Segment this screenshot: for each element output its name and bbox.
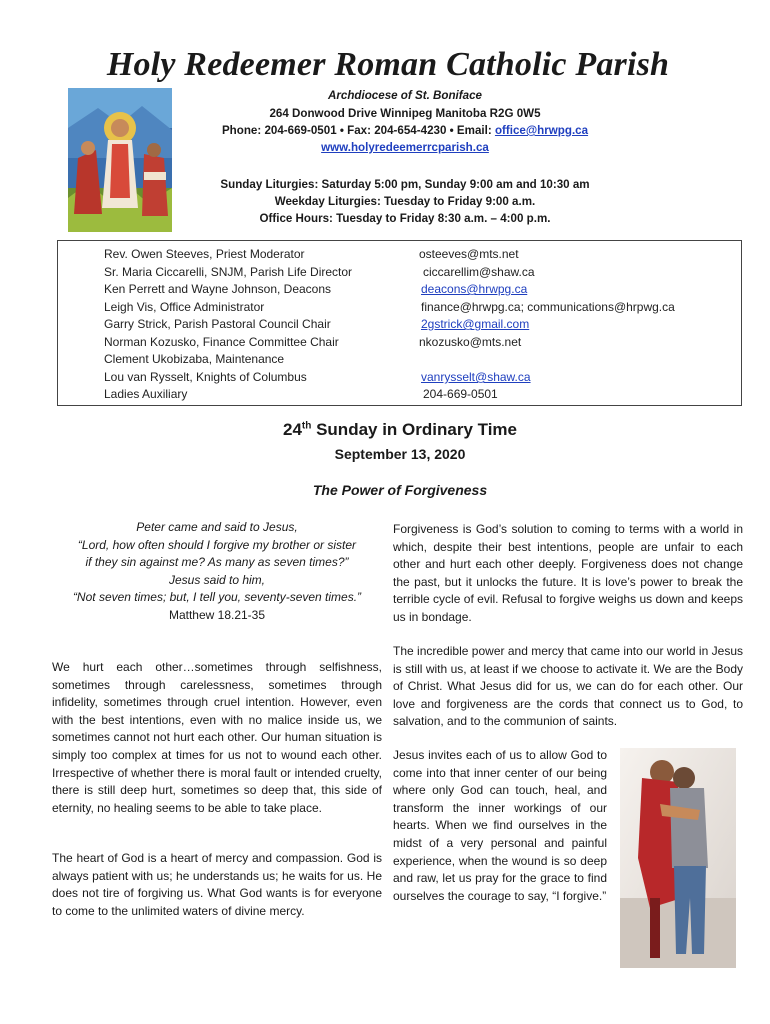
archdiocese: Archdiocese of St. Boniface bbox=[328, 89, 482, 102]
staff-name: Ladies Auxiliary bbox=[104, 387, 188, 401]
deacons-email-link[interactable]: deacons@hrwpg.ca bbox=[421, 282, 528, 296]
parish-title: Holy Redeemer Roman Catholic Parish bbox=[106, 46, 670, 83]
staff-contact: finance@hrwpg.ca; communications@hrpwg.ca bbox=[421, 300, 675, 314]
bulletin-date: September 13, 2020 bbox=[334, 446, 466, 462]
sunday-liturgies: Sunday Liturgies: Saturday 5:00 pm, Sunday 9:00 am and 10:30 am bbox=[220, 178, 590, 191]
office-hours: Office Hours: Tuesday to Friday 8:30 a.m. – 4:00 p.m. bbox=[259, 212, 551, 225]
staff-contact: nkozusko@mts.net bbox=[419, 335, 522, 349]
scripture-reference: Matthew 18.21-35 bbox=[168, 607, 266, 622]
staff-contact: ciccarellim@shaw.ca bbox=[423, 265, 535, 279]
website-link[interactable]: www.holyredeemerrcparish.ca bbox=[321, 141, 489, 154]
staff-contact: 204-669-0501 bbox=[423, 387, 498, 401]
paragraph: The incredible power and mercy that came into our world in Jesus is still with us, at least if we choose to activate it. We are the Body of Christ. What Jesus did for us, we can do for each other. Our love and forgiveness are the cords that connect us to God, to salvation, and to the communion of saints. bbox=[393, 644, 743, 729]
sunday-title: 24th Sunday in Ordinary Time bbox=[282, 420, 517, 439]
paragraph: The heart of God is a heart of mercy and compassion. God is always patient with us; he understands us; he waits for us. He does not tire of forgiving us. What God wants is for everyone to come to the unlimited waters of divine mercy. bbox=[52, 851, 382, 918]
contact-line bbox=[190, 124, 620, 137]
staff-name: Clement Ukobizaba, Maintenance bbox=[104, 352, 285, 366]
scripture-quote: Peter came and said to Jesus, “Lord, how often should I forgive my brother or sister if they sin against me? As many as seven times?” Jesus said to him, “Not seven times; but, I tell you, seventy-seven times.” Matthew 18.21-35 bbox=[52, 519, 382, 625]
paragraph: Forgiveness is God’s solution to coming to terms with a world in which, despite their best intentions, people are unfair to each other and hurt each other deeply. Forgiveness does not change the past, but it unlocks the future. It is love’s power to break the terrible cycle of evil. Refusal to forgive weighs us down and keeps us in bondage. bbox=[393, 522, 743, 624]
office-email-link[interactable]: office@hrwpg.ca bbox=[494, 124, 589, 137]
staff-name: Rev. Owen Steeves, Priest Moderator bbox=[104, 247, 305, 261]
staff-name: Garry Strick, Parish Pastoral Council Chair bbox=[104, 317, 331, 331]
website-line bbox=[190, 141, 620, 154]
weekday-liturgies: Weekday Liturgies: Tuesday to Friday 9:00 a.m. bbox=[274, 195, 536, 208]
staff-name: Ken Perrett and Wayne Johnson, Deacons bbox=[104, 282, 332, 296]
staff-name: Sr. Maria Ciccarelli, SNJM, Parish Life Director bbox=[104, 265, 353, 279]
staff-name: Leigh Vis, Office Administrator bbox=[104, 300, 265, 314]
embrace-image bbox=[620, 748, 736, 968]
staff-contact: osteeves@mts.net bbox=[419, 247, 519, 261]
staff-name: Lou van Rysselt, Knights of Columbus bbox=[104, 370, 307, 384]
paragraph: We hurt each other…sometimes through selfishness, sometimes through carelessness, sometimes through infidelity, sometimes through cruel intention. However, even with the best intentions, even with no malice inside us, we sometimes cannot not hurt each other. Our human situation is simply too complex at times for us not to wound each other. Irrespective of whether there is moral fault or intended cruelty, there is still deep hurt, sometimes so deep that, this side of eternity, no healing seems to be able to take place. bbox=[52, 660, 382, 815]
knights-email-link[interactable]: vanrysselt@shaw.ca bbox=[421, 370, 531, 384]
pastoral-chair-email-link[interactable]: 2gstrick@gmail.com bbox=[421, 317, 530, 331]
address: 264 Donwood Drive Winnipeg Manitoba R2G 0W5 bbox=[269, 107, 541, 120]
staff-name: Norman Kozusko, Finance Committee Chair bbox=[104, 335, 339, 349]
reflection-title: The Power of Forgiveness bbox=[312, 482, 488, 498]
contact-prefix: Phone: 204-669-0501 • Fax: 204-654-4230 • Email: bbox=[221, 124, 495, 137]
stained-glass-image bbox=[68, 88, 172, 232]
paragraph: Jesus invites each of us to allow God to come into that inner center of our being where only God can touch, heal, and transform the inner workings of our hearts. When we find ourselves in the midst of a very personal and painful experience, when the wound is so deep and raw, let us pray for the grace to find ourselves the courage to say, “I forgive.” bbox=[393, 748, 607, 903]
